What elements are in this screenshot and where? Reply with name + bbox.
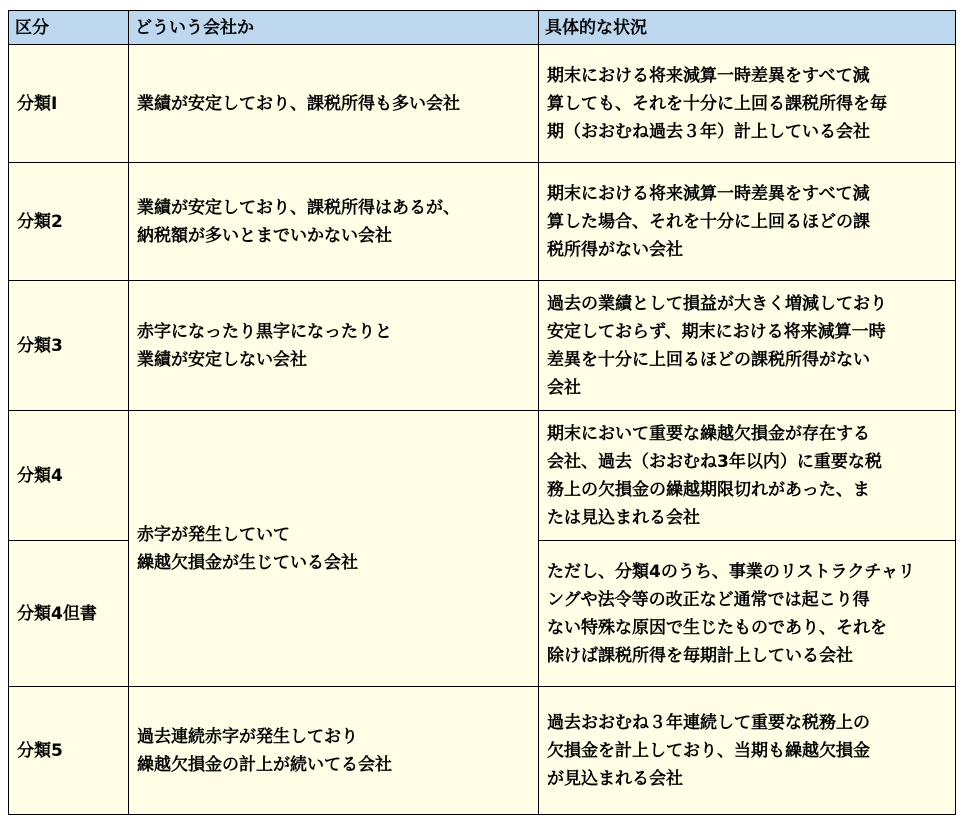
company-cell: 業績が安定しており、課税所得も多い会社: [129, 45, 539, 163]
table-row: [9, 281, 956, 411]
situation-cell: 過去おおむね３年連続して重要な税務上の 欠損金を計上しており、当期も繰越欠損金 が見込まれる会社: [539, 687, 956, 815]
situation-cell: ただし、分類4のうち、事業のリストラクチャリ ングや法令等の改正など通常では起こり得 ない特殊な原因で生じたものであり、それを 除けば課税所得を毎期計上している会社: [539, 541, 956, 687]
company-cell: 業績が安定しており、課税所得はあるが、 納税額が多いとまでいかない会社: [129, 163, 539, 281]
header-company: どういう会社か: [129, 11, 539, 45]
header-row: [9, 11, 956, 45]
company-cell: 過去連続赤字が発生しており 繰越欠損金の計上が続いてる会社: [129, 687, 539, 815]
table-row: [9, 411, 956, 541]
table-row: [9, 163, 956, 281]
category-cell: 分類2: [9, 163, 129, 281]
table-row: [9, 45, 956, 163]
situation-cell: 期末において重要な繰越欠損金が存在する 会社、過去（おおむね3年以内）に重要な税 務上の欠損金の繰越期限切れがあった、ま たは見込まれる会社: [539, 411, 956, 541]
situation-cell: 期末における将来減算一時差異をすべて減 算した場合、それを十分に上回るほどの課 税所得がない会社: [539, 163, 956, 281]
category-cell: 分類Ⅰ: [9, 45, 129, 163]
category-cell: 分類3: [9, 281, 129, 411]
header-situation: 具体的な状況: [539, 11, 956, 45]
situation-cell: 期末における将来減算一時差異をすべて減 算しても、それを十分に上回る課税所得を毎 期（おおむね過去３年）計上している会社: [539, 45, 956, 163]
category-cell: 分類4: [9, 411, 129, 541]
company-cell: 赤字が発生していて 繰越欠損金が生じている会社: [129, 411, 539, 687]
category-cell: 分類4但書: [9, 541, 129, 687]
header-category: 区分: [9, 11, 129, 45]
category-cell: 分類5: [9, 687, 129, 815]
company-cell: 赤字になったり黒字になったりと 業績が安定しない会社: [129, 281, 539, 411]
classification-table: [8, 10, 956, 815]
situation-cell: 過去の業績として損益が大きく増減しており 安定しておらず、期末における将来減算一時 差異を十分に上回るほどの課税所得がない 会社: [539, 281, 956, 411]
table-row: [9, 687, 956, 815]
